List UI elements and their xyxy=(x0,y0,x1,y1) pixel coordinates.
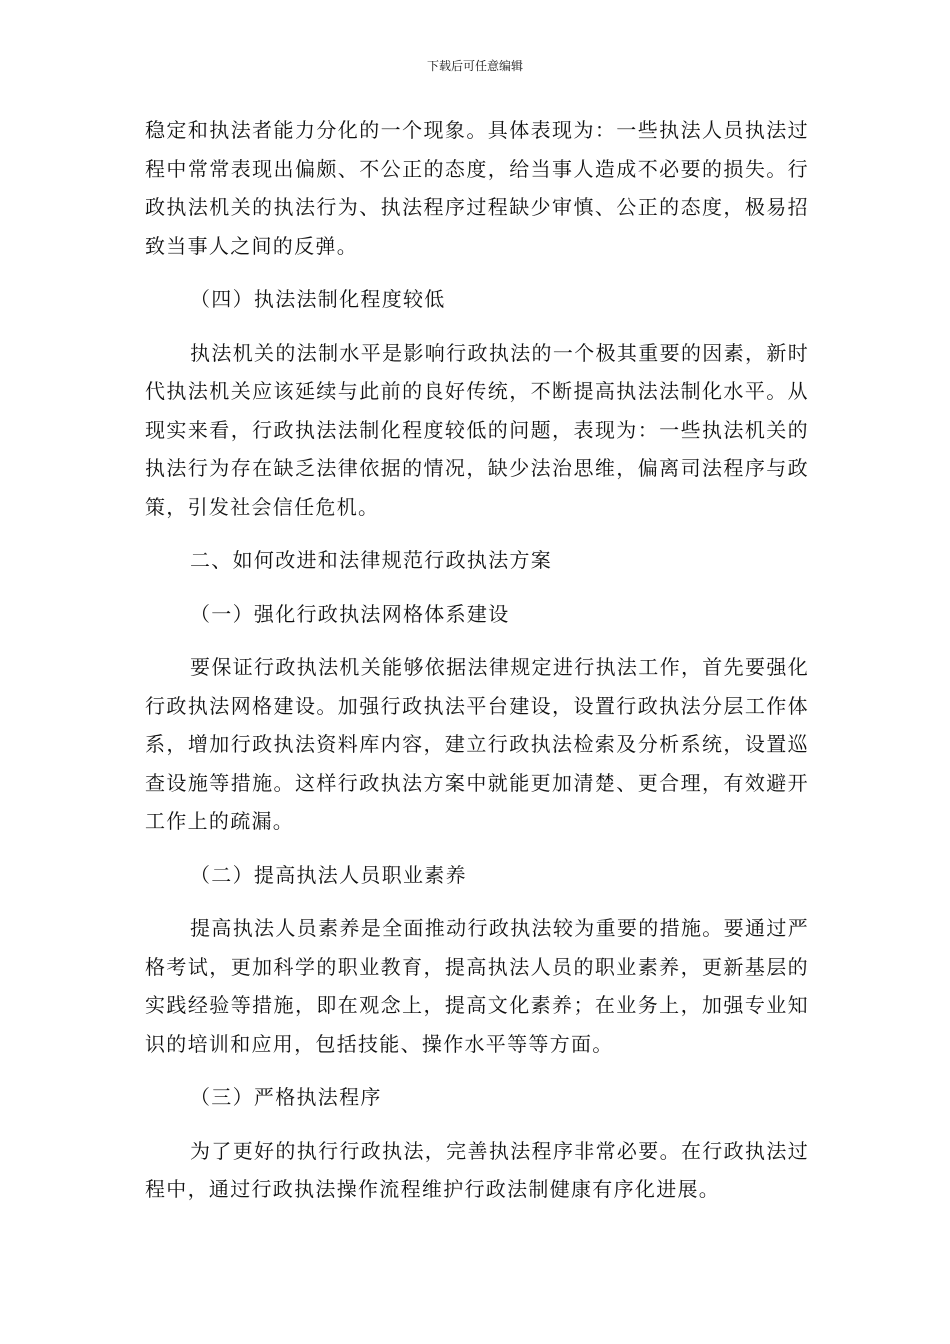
spacer xyxy=(145,580,809,595)
spacer xyxy=(145,1117,809,1132)
subsection-heading-2: （二）提高执法人员职业素养 xyxy=(190,862,467,887)
spacer xyxy=(145,526,809,541)
paragraph-legalization: 执法机关的法制水平是影响行政执法的一个极其重要的因素，新时代执法机关应该延续与此前的良好传统，不断提高执法法制化水平。从现实来看，行政执法法制化程度较低的问题，表现为：一些执法机关的执法行为存在缺乏法律依据的情况，缺少法治思维，偏离司法程序与政策，引发社会信任危机。 xyxy=(145,340,809,519)
subsection-heading-1: （一）强化行政执法网格体系建设 xyxy=(190,601,510,626)
spacer xyxy=(145,1063,809,1078)
subsection-heading-3: （三）严格执法程序 xyxy=(190,1085,382,1109)
section-heading-4: （四）执法法制化程度较低 xyxy=(190,287,446,311)
spacer xyxy=(145,265,809,280)
spacer xyxy=(145,841,809,856)
paragraph-grid-system: 要保证行政执法机关能够依据法律规定进行执法工作，首先要强化行政执法网格建设。加强行政执法平台建设，设置行政执法分层工作体系，增加行政执法资料库内容，建立行政执法检索及分析系统，设置巡查设施等措施。这样行政执法方案中就能更加清楚、更合理，有效避开工作上的疏漏。 xyxy=(145,655,809,833)
paragraph-continuation: 稳定和执法者能力分化的一个现象。具体表现为：一些执法人员执法过程中常常表现出偏颇、不公正的态度，给当事人造成不必要的损失。行政执法机关的执法行为、执法程序过程缺少审慎、公正的态度，极易招致当事人之间的反弹。 xyxy=(145,118,809,258)
paragraph-professional-quality: 提高执法人员素养是全面推动行政执法较为重要的措施。要通过严格考试，更加科学的职业教育，提高执法人员的职业素养，更新基层的实践经验等措施，即在观念上，提高文化素养；在业务上，加强专业知识的培训和应用，包括技能、操作水平等等方面。 xyxy=(145,916,809,1056)
spacer xyxy=(145,319,809,334)
spacer xyxy=(145,633,809,648)
page-header: 下载后可任意编辑 xyxy=(426,59,523,73)
chapter-heading-2: 二、如何改进和法律规范行政执法方案 xyxy=(190,548,553,572)
document-body xyxy=(145,111,809,1209)
spacer xyxy=(145,894,809,909)
paragraph-procedure: 为了更好的执行行政执法，完善执法程序非常必要。在行政执法过程中，通过行政执法操作流程维护行政法制健康有序化进展。 xyxy=(145,1138,809,1201)
